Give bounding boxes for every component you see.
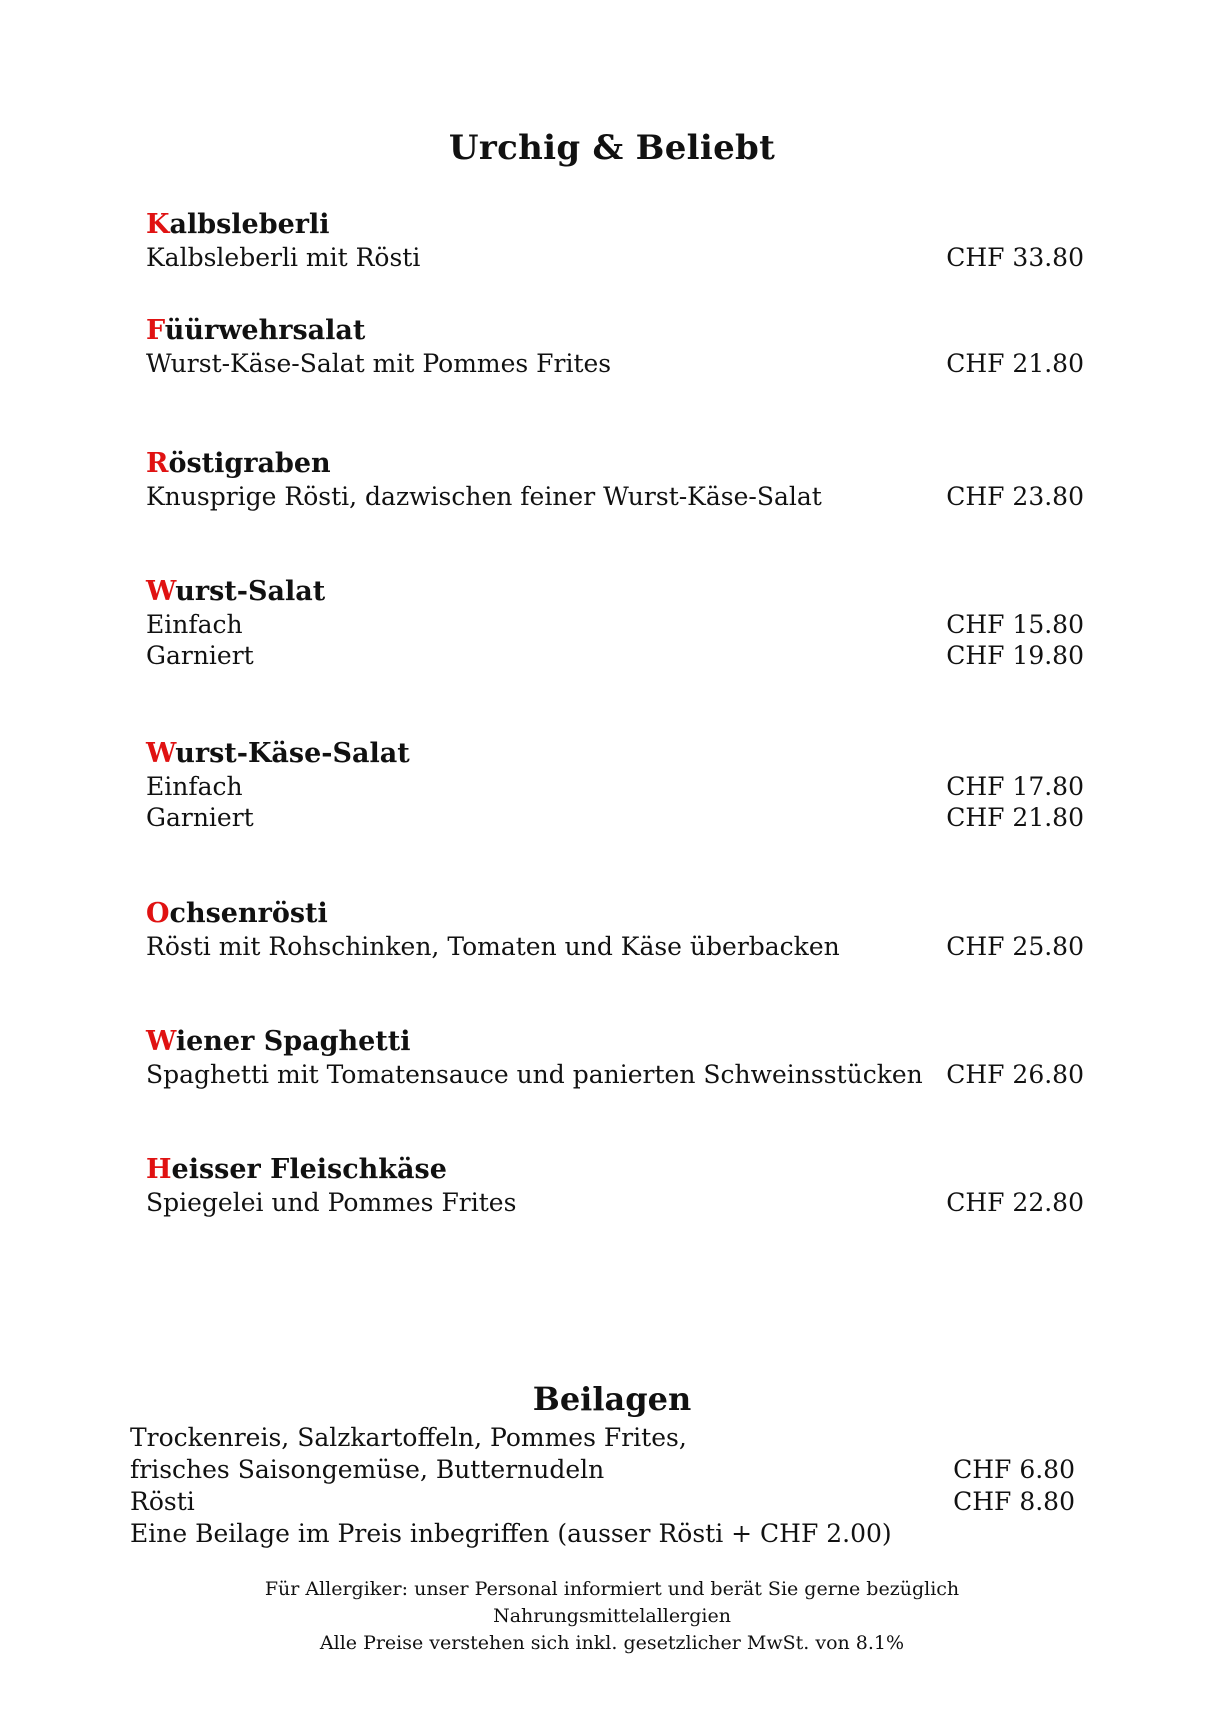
- dish-initial: W: [146, 738, 176, 769]
- dish-name: [146, 575, 1084, 609]
- dish-row: [146, 640, 1084, 671]
- dish-price: CHF 33.80: [946, 243, 1084, 272]
- dish-row: [146, 609, 1084, 640]
- dish-description: Einfach: [146, 772, 243, 801]
- menu-item-wurst-salat: [146, 575, 1084, 671]
- dish-row: [146, 348, 1084, 379]
- dish-price: CHF 15.80: [946, 610, 1084, 639]
- beilagen-description: Trockenreis, Salzkartoffeln, Pommes Frites,: [130, 1423, 687, 1452]
- dish-price: CHF 22.80: [946, 1188, 1084, 1217]
- dish-initial: F: [146, 315, 165, 346]
- menu-item-wurst-kase-salat: [146, 737, 1084, 833]
- menu-item-fuurwehrsalat: [146, 314, 1084, 379]
- dish-name-rest: östigraben: [168, 448, 331, 479]
- dish-description: Wurst-Käse-Salat mit Pommes Frites: [146, 349, 612, 378]
- dish-description: Knusprige Rösti, dazwischen feiner Wurst-Käse-Salat: [146, 482, 822, 511]
- dish-description: Spiegelei und Pommes Frites: [146, 1188, 517, 1217]
- beilagen-row: [130, 1486, 1075, 1518]
- beilagen-title: Beilagen: [532, 1380, 692, 1418]
- dish-initial: O: [146, 898, 170, 929]
- footer-vat-line: Alle Preise verstehen sich inkl. gesetzlicher MwSt. von 8.1%: [319, 1632, 905, 1654]
- dish-name: [146, 314, 1084, 348]
- beilagen-list: [130, 1422, 1075, 1550]
- dish-description: Kalbsleberli mit Rösti: [146, 243, 421, 272]
- dish-name-rest: chsenrösti: [169, 898, 328, 929]
- menu-item-heisser-fleischkase: [146, 1153, 1084, 1218]
- dish-name: [146, 1025, 1084, 1059]
- beilagen-description: Eine Beilage im Preis inbegriffen (ausser Rösti + CHF 2.00): [130, 1519, 892, 1548]
- dish-price: CHF 21.80: [946, 349, 1084, 378]
- menu-item-ochsenrosti: [146, 897, 1084, 962]
- beilagen-description: frisches Saisongemüse, Butternudeln: [130, 1455, 605, 1484]
- dish-name: [146, 897, 1084, 931]
- footer-allergy-line-2: Nahrungsmittelallergien: [493, 1605, 731, 1627]
- dish-name: [146, 1153, 1084, 1187]
- dish-price: CHF 17.80: [946, 772, 1084, 801]
- dish-name: [146, 737, 1084, 771]
- dish-name-rest: urst-Salat: [175, 576, 326, 607]
- dish-description: Rösti mit Rohschinken, Tomaten und Käse überbacken: [146, 932, 840, 961]
- dish-price: CHF 26.80: [946, 1060, 1084, 1089]
- dish-price: CHF 25.80: [946, 932, 1084, 961]
- dish-name: [146, 208, 1084, 242]
- menu-item-wiener-spaghetti: [146, 1025, 1084, 1090]
- dish-description: Einfach: [146, 610, 243, 639]
- menu-item-kalbsleberli: [146, 208, 1084, 273]
- dish-description: Garniert: [146, 803, 254, 832]
- dish-row: [146, 1187, 1084, 1218]
- beilagen-description: Rösti: [130, 1487, 195, 1516]
- dish-row: [146, 481, 1084, 512]
- dish-description: Garniert: [146, 641, 254, 670]
- dish-initial: R: [146, 448, 169, 479]
- dish-name-rest: eisser Fleischkäse: [171, 1154, 447, 1185]
- dish-name-rest: urst-Käse-Salat: [175, 738, 410, 769]
- dish-description: Spaghetti mit Tomatensauce und panierten Schweinsstücken: [146, 1060, 923, 1089]
- dish-name-rest: üürwehrsalat: [164, 315, 366, 346]
- dish-name-rest: albsleberli: [169, 209, 330, 240]
- dish-initial: W: [146, 576, 176, 607]
- beilagen-row: [130, 1422, 1075, 1454]
- dish-name: [146, 447, 1084, 481]
- beilagen-price: CHF 6.80: [953, 1455, 1075, 1484]
- dish-row: [146, 931, 1084, 962]
- dish-row: [146, 1059, 1084, 1090]
- dish-row: [146, 802, 1084, 833]
- dish-row: [146, 242, 1084, 273]
- dish-price: CHF 21.80: [946, 803, 1084, 832]
- beilagen-row: [130, 1454, 1075, 1486]
- beilagen-price: CHF 8.80: [953, 1487, 1075, 1516]
- beilagen-row: [130, 1518, 1075, 1550]
- dish-initial: W: [146, 1026, 176, 1057]
- dish-name-rest: iener Spaghetti: [175, 1026, 411, 1057]
- dish-initial: H: [146, 1154, 172, 1185]
- section-title: Urchig & Beliebt: [448, 128, 776, 168]
- dish-price: CHF 23.80: [946, 482, 1084, 511]
- dish-price: CHF 19.80: [946, 641, 1084, 670]
- dish-row: [146, 771, 1084, 802]
- dish-initial: K: [146, 209, 170, 240]
- footer-note: [0, 1576, 1224, 1657]
- footer-allergy-line: Für Allergiker: unser Personal informiert und berät Sie gerne bezüglich: [264, 1578, 960, 1600]
- menu-item-rostigraben: [146, 447, 1084, 512]
